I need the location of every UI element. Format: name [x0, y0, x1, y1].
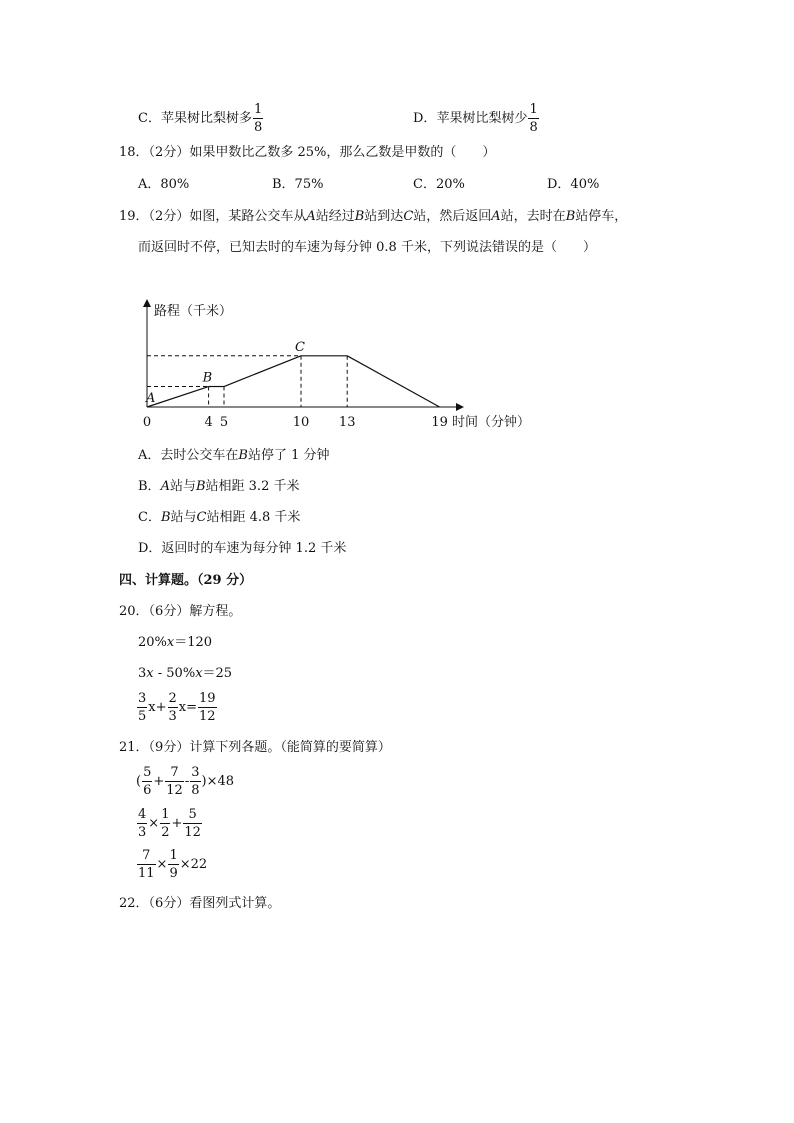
- q19-option-c: C．B站与C站相距 4.8 千米: [138, 510, 301, 525]
- q22-stem: 22．（6分）看图列式计算。: [119, 896, 281, 911]
- q21-expression-2: $\frac{4}{3}$ × $\frac{1}{2}$ + $\frac{5}{12}$: [138, 807, 201, 840]
- q19-option-b: B．A站与B站相距 3.2 千米: [138, 479, 300, 494]
- q20-equation-2: 3x - 50%x＝25: [138, 666, 233, 681]
- q20-equation-1: 20%x＝120: [138, 635, 213, 650]
- q19-option-d: D．返回时的车速为每分钟 1.2 千米: [138, 541, 347, 556]
- q19-option-a: A．去时公交车在B站停了 1 分钟: [138, 448, 330, 463]
- x-tick-label: 5: [219, 415, 229, 430]
- q20-stem: 20．（6分）解方程。: [119, 604, 242, 619]
- q17-option-d: D．苹果树比梨树少 $\frac{1}{8}$: [413, 102, 538, 135]
- section-4-title: 四、计算题。（29 分）: [119, 573, 253, 588]
- series-segment: [224, 356, 301, 387]
- y-axis-label: 路程（千米）: [154, 304, 233, 319]
- point-label-c: C: [295, 339, 305, 355]
- x-tick-label: 0: [142, 415, 152, 430]
- x-tick-label: 19: [431, 415, 448, 430]
- fraction: $\frac{1}{8}$: [529, 102, 538, 135]
- q18-stem: 18．（2分）如果甲数比乙数多 25%，那么乙数是甲数的（ ）: [119, 145, 496, 160]
- q19-stem-line2: 而返回时不停，已知去时的车速为每分钟 0.8 千米，下列说法错误的是（ ）: [138, 240, 596, 255]
- x-tick-label: 4: [204, 415, 213, 430]
- q17-option-c: C．苹果树比梨树多 $\frac{1}{8}$: [138, 102, 263, 135]
- distance-time-chart: [130, 295, 570, 435]
- q18-option-d: D．40%: [547, 177, 600, 192]
- q18-option-b: B．75%: [272, 177, 324, 192]
- q19-stem-line1: 19．（2分）如图，某路公交车从A站经过B站到达C站，然后返回A站，去时在B站停车，: [119, 209, 628, 224]
- q18-option-a: A．80%: [138, 177, 190, 192]
- series-segment: [347, 356, 439, 407]
- fraction: $\frac{1}{8}$: [253, 102, 263, 135]
- point-label-b: B: [202, 370, 213, 386]
- series-segment: [147, 387, 209, 407]
- q21-stem: 21．（9分）计算下列各题。（能简算的要简算）: [119, 740, 391, 755]
- x-tick-label: 13: [338, 415, 356, 430]
- q21-expression-3: $\frac{7}{11}$ × $\frac{1}{9}$ ×22: [138, 848, 208, 881]
- point-label-a: A: [146, 391, 156, 406]
- q20-equation-3: $\frac{3}{5}$ x+ $\frac{2}{3}$ x= $\frac{19}{12}$: [138, 691, 216, 724]
- x-tick-label: 10: [292, 415, 310, 430]
- q21-expression-1: ( $\frac{5}{6}$ + $\frac{7}{12}$ - $\frac{3}{8}$ )×48: [136, 765, 235, 798]
- x-axis-label: 时间（分钟）: [452, 415, 531, 430]
- q18-option-c: C．20%: [413, 177, 465, 192]
